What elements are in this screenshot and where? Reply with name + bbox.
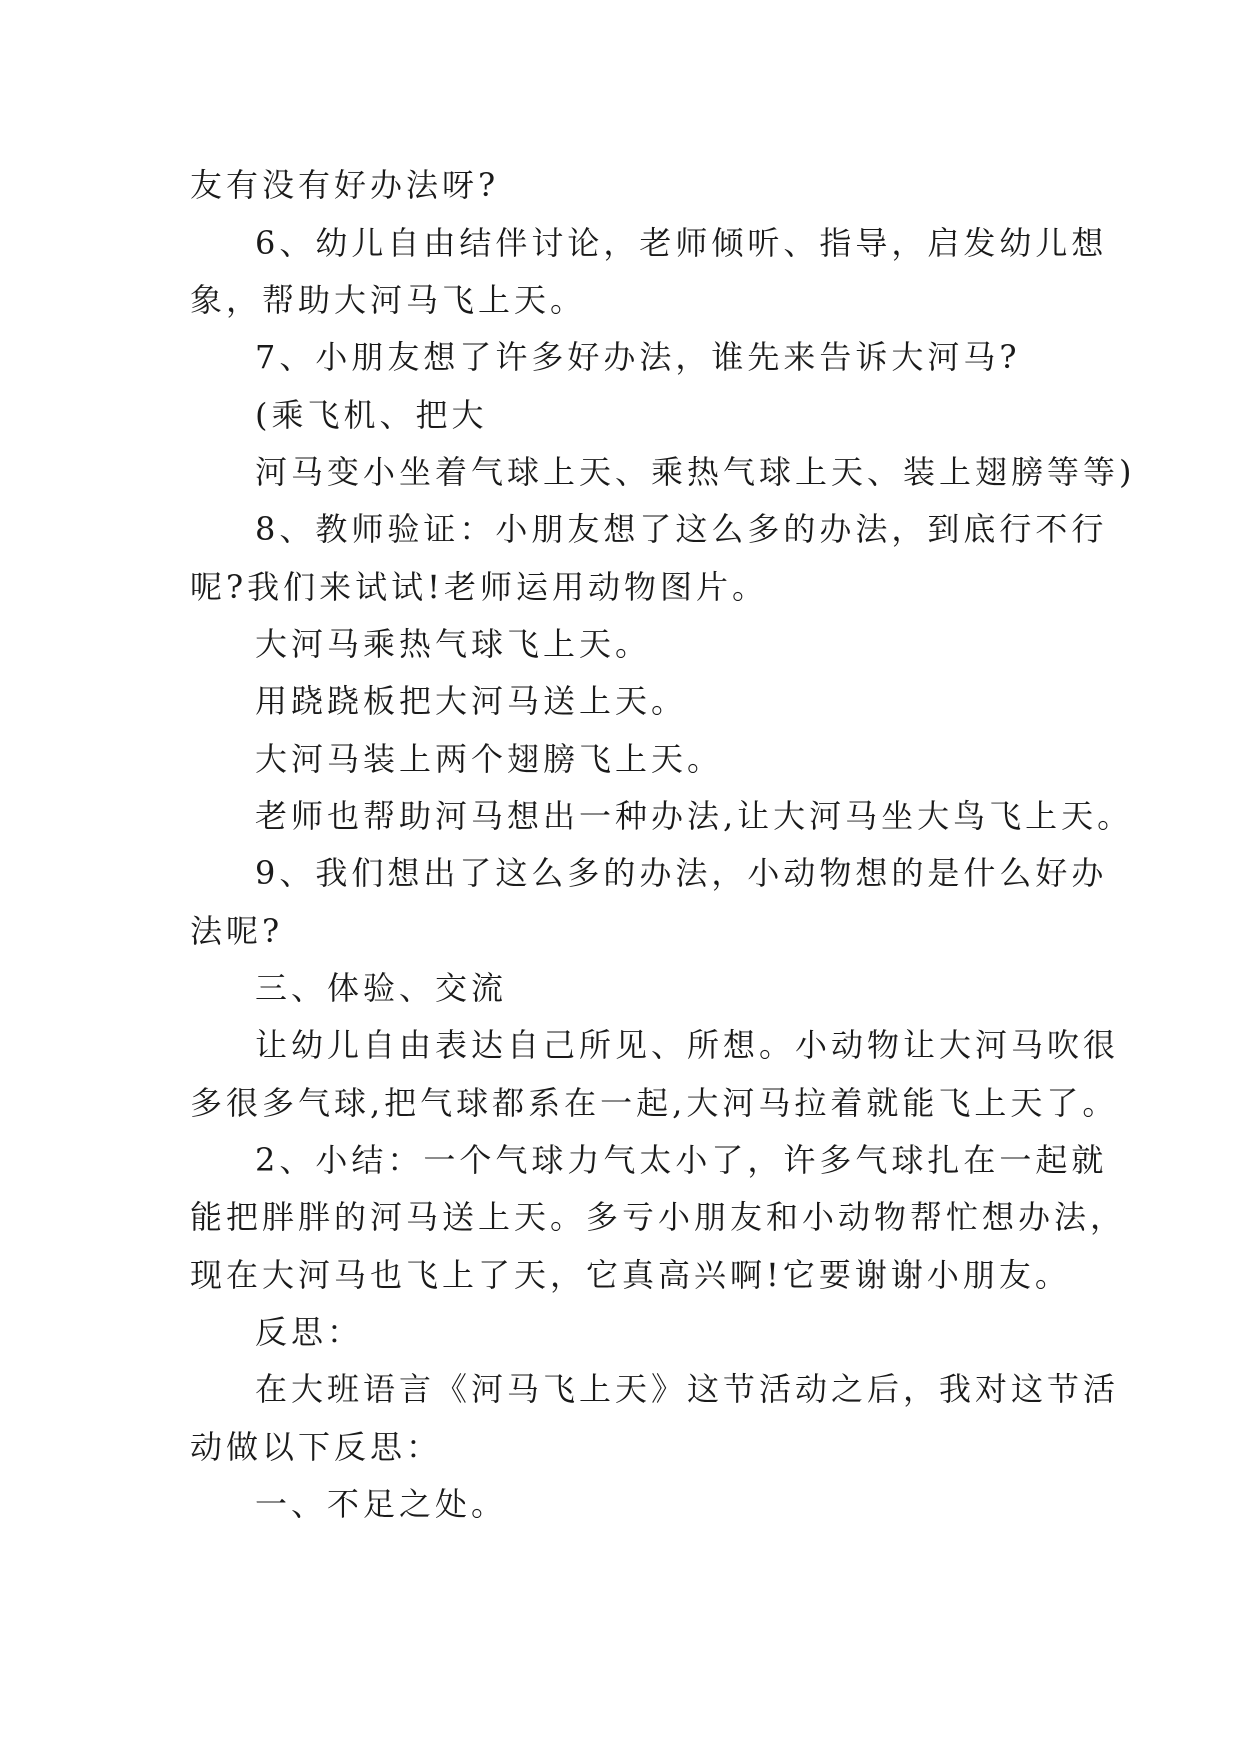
paragraph-line: 在大班语言《河马飞上天》这节活动之后，我对这节活 [255,1370,1120,1408]
paragraph-line: 动做以下反思： [190,1428,443,1466]
paragraph-line: 呢?我们来试试!老师运用动物图片。 [190,568,769,606]
paragraph-line: 河马变小坐着气球上天、乘热气球上天、装上翅膀等等) [255,453,1136,491]
paragraph-line: 8、教师验证：小朋友想了这么多的办法，到底行不行 [255,510,1108,548]
paragraph-line: 现在大河马也飞上了天，它真高兴啊!它要谢谢小朋友。 [190,1256,1071,1294]
paragraph-line: 象，帮助大河马飞上天。 [190,281,587,319]
paragraph-line: 友有没有好办法呀? [190,166,500,204]
paragraph-line: 6、幼儿自由结伴讨论，老师倾听、指导，启发幼儿想 [255,224,1108,262]
paragraph-line: 能把胖胖的河马送上天。多亏小朋友和小动物帮忙想办法， [190,1198,1127,1236]
paragraph-line: 用跷跷板把大河马送上天。 [255,682,688,720]
section-heading: 三、体验、交流 [255,969,508,1007]
paragraph-line: 大河马装上两个翅膀飞上天。 [255,740,724,778]
section-heading: 反思： [255,1313,364,1351]
paragraph-line: 2、小结：一个气球力气太小了，许多气球扎在一起就 [255,1141,1108,1179]
paragraph-line: 老师也帮助河马想出一种办法,让大河马坐大鸟飞上天。 [255,797,1134,835]
paragraph-line: 法呢? [190,912,284,950]
paragraph-line: 让幼儿自由表达自己所见、所想。小动物让大河马吹很 [255,1026,1120,1064]
paragraph-line: 大河马乘热气球飞上天。 [255,625,652,663]
paragraph-line: 7、小朋友想了许多好办法，谁先来告诉大河马? [255,338,1021,376]
paragraph-line: (乘飞机、把大 [255,396,488,434]
paragraph-line: 多很多气球,把气球都系在一起,大河马拉着就能飞上天了。 [190,1084,1119,1122]
section-heading: 一、不足之处。 [255,1485,508,1523]
paragraph-line: 9、我们想出了这么多的办法，小动物想的是什么好办 [255,854,1108,892]
